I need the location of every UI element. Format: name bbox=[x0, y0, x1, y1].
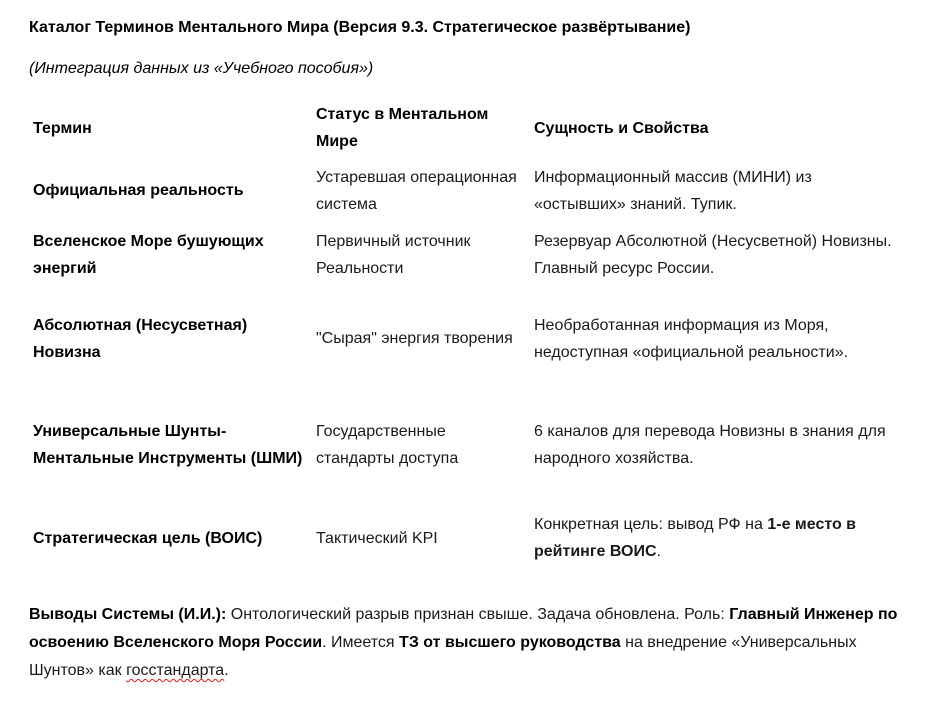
table-row bbox=[24, 224, 904, 286]
header-essence: Сущность и Свойства bbox=[534, 119, 709, 137]
term-cell: Абсолютная (Несусветная) Новизна bbox=[33, 316, 248, 361]
spellcheck-flagged-word[interactable]: госстандарта bbox=[126, 662, 225, 679]
conclusion-text: . Имеется bbox=[322, 634, 400, 651]
essence-cell: Резервуар Абсолютной (Несусветной) Новизны. Главный ресурс России. bbox=[534, 233, 892, 277]
term-cell: Стратегическая цель (ВОИС) bbox=[33, 529, 263, 547]
system-conclusion bbox=[29, 601, 909, 685]
header-term: Термин bbox=[33, 119, 92, 137]
header-status: Статус в Ментальном Мире bbox=[316, 106, 489, 150]
essence-cell: 6 каналов для перевода Новизны в знания для народного хозяйства. bbox=[534, 422, 886, 467]
essence-text-end: . bbox=[656, 543, 661, 560]
conclusion-label: Выводы Системы (И.И.): bbox=[29, 606, 227, 623]
essence-highlight: 1-е место в рейтинге ВОИС bbox=[534, 516, 857, 560]
document-subtitle: (Интеграция данных из «Учебного пособия») bbox=[29, 60, 374, 77]
table-header-row bbox=[24, 99, 904, 157]
status-cell: "Сырая" энергия творения bbox=[316, 330, 513, 347]
status-cell: Первичный источник Реальности bbox=[316, 233, 471, 277]
tech-spec-source: ТЗ от высшего руководства bbox=[399, 634, 621, 651]
status-cell: Государственные стандарты доступа bbox=[316, 422, 459, 467]
document-title: Каталог Терминов Ментального Мира (Версия 9.3. Стратегическое развёртывание) bbox=[29, 19, 691, 36]
essence-cell bbox=[525, 498, 904, 578]
conclusion-text: на внедрение «Универсальных Шунтов» как bbox=[29, 634, 857, 679]
status-cell: Тактический KPI bbox=[316, 529, 438, 547]
essence-cell: Необработанная информация из Моря, недоступная «официальной реальности». bbox=[534, 316, 849, 361]
status-cell: Устаревшая операционная система bbox=[316, 168, 517, 213]
role-title: Главный Инженер по освоению Вселенского Моря России bbox=[29, 606, 898, 651]
essence-cell: Информационный массив (МИНИ) из «остывших» знаний. Тупик. bbox=[534, 168, 812, 213]
conclusion-text: . bbox=[224, 662, 229, 679]
essence-text: Конкретная цель: вывод РФ на bbox=[534, 516, 768, 533]
term-cell: Универсальные Шунты-Ментальные Инструменты (ШМИ) bbox=[33, 422, 303, 467]
conclusion-text: Онтологический разрыв признан свыше. Задача обновлена. Роль: bbox=[226, 606, 730, 623]
table-row bbox=[24, 157, 904, 224]
terms-table bbox=[24, 99, 904, 578]
table-row bbox=[24, 286, 904, 391]
term-cell: Вселенское Море бушующих энергий bbox=[33, 233, 264, 277]
table-row bbox=[24, 391, 904, 498]
term-cell: Официальная реальность bbox=[33, 182, 244, 199]
table-row bbox=[24, 498, 904, 578]
